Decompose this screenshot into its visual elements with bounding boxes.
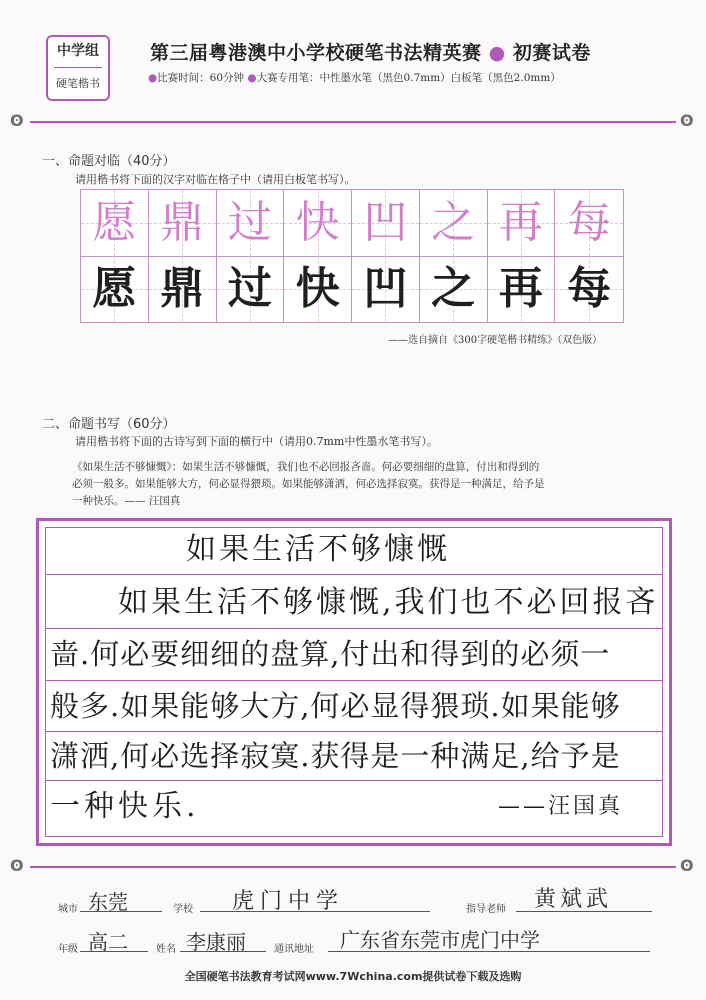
trace-guide-cell	[217, 190, 285, 256]
exam-info	[148, 70, 561, 85]
exam-title-suffix: 初赛试卷	[512, 42, 591, 64]
exam-title-text: 第三届粤港澳中小学校硬笔书法精英赛	[150, 42, 482, 64]
guide-character: 鼎	[160, 197, 205, 248]
handwritten-line: 般多.如果能够大方,何必显得猥琐.如果能够	[50, 689, 621, 723]
trace-sample-cell	[149, 256, 217, 322]
teacher-underline	[516, 911, 652, 912]
poem-line: 《如果生活不够慷慨》：如果生活不够慷慨，我们也不必回报吝啬。何必要细细的盘算，付出和得到的	[72, 461, 540, 473]
name-value[interactable]: 李康丽	[186, 930, 246, 954]
handwritten-line: 一种快乐.	[50, 789, 200, 824]
city-underline	[80, 911, 162, 912]
handwritten-line: 如果生活不够慷慨,我们也不必回报吝	[118, 585, 659, 620]
name-underline	[180, 951, 266, 952]
trace-sample-cell	[555, 256, 623, 322]
sample-character: 之	[431, 263, 476, 314]
trace-guide-cell	[352, 190, 420, 256]
writing-line	[45, 780, 663, 781]
title-dot-icon: ●	[481, 42, 513, 64]
sample-character: 快	[295, 263, 340, 314]
guide-character: 再	[498, 197, 543, 248]
trace-sample-cell	[352, 256, 420, 322]
city-label: 城市	[58, 904, 78, 915]
poem-line: 一种快乐。—— 汪国真	[72, 495, 181, 507]
poem-line: 必须一般多。如果能够大方，何必显得猥琐。如果能够潇洒，何必选择寂寞。获得是一种满足，给予是	[72, 478, 545, 490]
grade-underline	[80, 951, 148, 952]
name-label: 姓名	[156, 944, 176, 955]
sample-character: 再	[498, 263, 543, 314]
grade-label: 年级	[58, 944, 78, 955]
guide-character: 快	[295, 197, 340, 248]
section1-heading: 一、命题对临（40分）	[42, 154, 176, 169]
exam-pens: 大赛专用笔：中性墨水笔（黑色0.7mm）白板笔（黑色2.0mm）	[256, 72, 561, 84]
writing-line	[45, 574, 663, 575]
school-value[interactable]: 虎门中学	[232, 889, 345, 914]
guide-character: 愿	[92, 197, 137, 248]
guide-character: 每	[567, 197, 612, 248]
trace-sample-cell	[488, 256, 556, 322]
group-badge	[46, 35, 110, 101]
trace-sample-cell	[217, 256, 285, 322]
swirl-right-icon: ʘ	[680, 856, 694, 875]
address-underline	[328, 951, 650, 952]
section2-heading: 二、命题书写（60分）	[42, 417, 176, 432]
bullet-icon: ●	[148, 72, 158, 84]
trace-sample-cell	[284, 256, 352, 322]
teacher-value[interactable]: 黄斌武	[534, 887, 613, 912]
school-label: 学校	[173, 904, 193, 915]
writing-line	[45, 731, 663, 732]
trace-guide-cell	[284, 190, 352, 256]
badge-group-label: 中学组	[57, 43, 99, 59]
teacher-label: 指导老师	[466, 904, 506, 915]
address-value[interactable]: 广东省东莞市虎门中学	[340, 928, 540, 952]
exam-time: 比赛时间：60分钟	[157, 72, 245, 84]
tracing-grid	[80, 189, 624, 323]
handwritten-line: 潇洒,何必选择寂寞.获得是一种满足,给予是	[50, 739, 621, 773]
sample-character: 过	[227, 263, 272, 314]
writing-line	[45, 628, 663, 629]
sample-character: 愿	[92, 263, 137, 314]
trace-sample-cell	[420, 256, 488, 322]
trace-guide-cell	[149, 190, 217, 256]
sample-character: 凹	[363, 263, 408, 314]
handwritten-author: ——汪国真	[498, 794, 624, 819]
city-value[interactable]: 东莞	[88, 890, 128, 914]
sample-character: 每	[567, 263, 612, 314]
bottom-divider	[30, 866, 676, 868]
sample-character: 鼎	[160, 263, 205, 314]
writing-line	[45, 680, 663, 681]
source-note: ——选自摘自《300字硬笔楷书精练》（双色版）	[388, 335, 603, 346]
handwritten-title: 如果生活不够慷慨	[186, 532, 450, 567]
school-underline	[200, 911, 430, 912]
exam-title	[150, 38, 591, 65]
trace-guide-cell	[488, 190, 556, 256]
address-label: 通讯地址	[274, 944, 314, 955]
guide-character: 凹	[363, 197, 408, 248]
swirl-left-icon: ʘ	[10, 856, 24, 875]
badge-divider	[54, 67, 102, 68]
footer-note: 全国硬笔书法教育考试网www.7Wchina.com提供试卷下载及选购	[184, 970, 522, 983]
section2-instruction: 请用楷书将下面的古诗写到下面的横行中（请用0.7mm中性墨水笔书写）。	[75, 435, 438, 448]
poem-reference	[72, 459, 672, 510]
top-divider	[30, 121, 676, 123]
guide-character: 过	[227, 197, 272, 248]
trace-guide-cell	[81, 190, 149, 256]
trace-sample-cell	[81, 256, 149, 322]
swirl-left-icon: ʘ	[10, 111, 24, 130]
section1-instruction: 请用楷书将下面的汉字对临在格子中（请用白板笔书写）。	[75, 173, 356, 186]
handwritten-line: 啬.何必要细细的盘算,付出和得到的必须一	[50, 637, 611, 671]
trace-guide-cell	[555, 190, 623, 256]
swirl-right-icon: ʘ	[680, 111, 694, 130]
bullet-icon: ●	[247, 72, 257, 84]
trace-guide-cell	[420, 190, 488, 256]
grade-value[interactable]: 高二	[88, 930, 128, 954]
guide-character: 之	[431, 197, 476, 248]
badge-category-label: 硬笔楷书	[56, 77, 100, 90]
